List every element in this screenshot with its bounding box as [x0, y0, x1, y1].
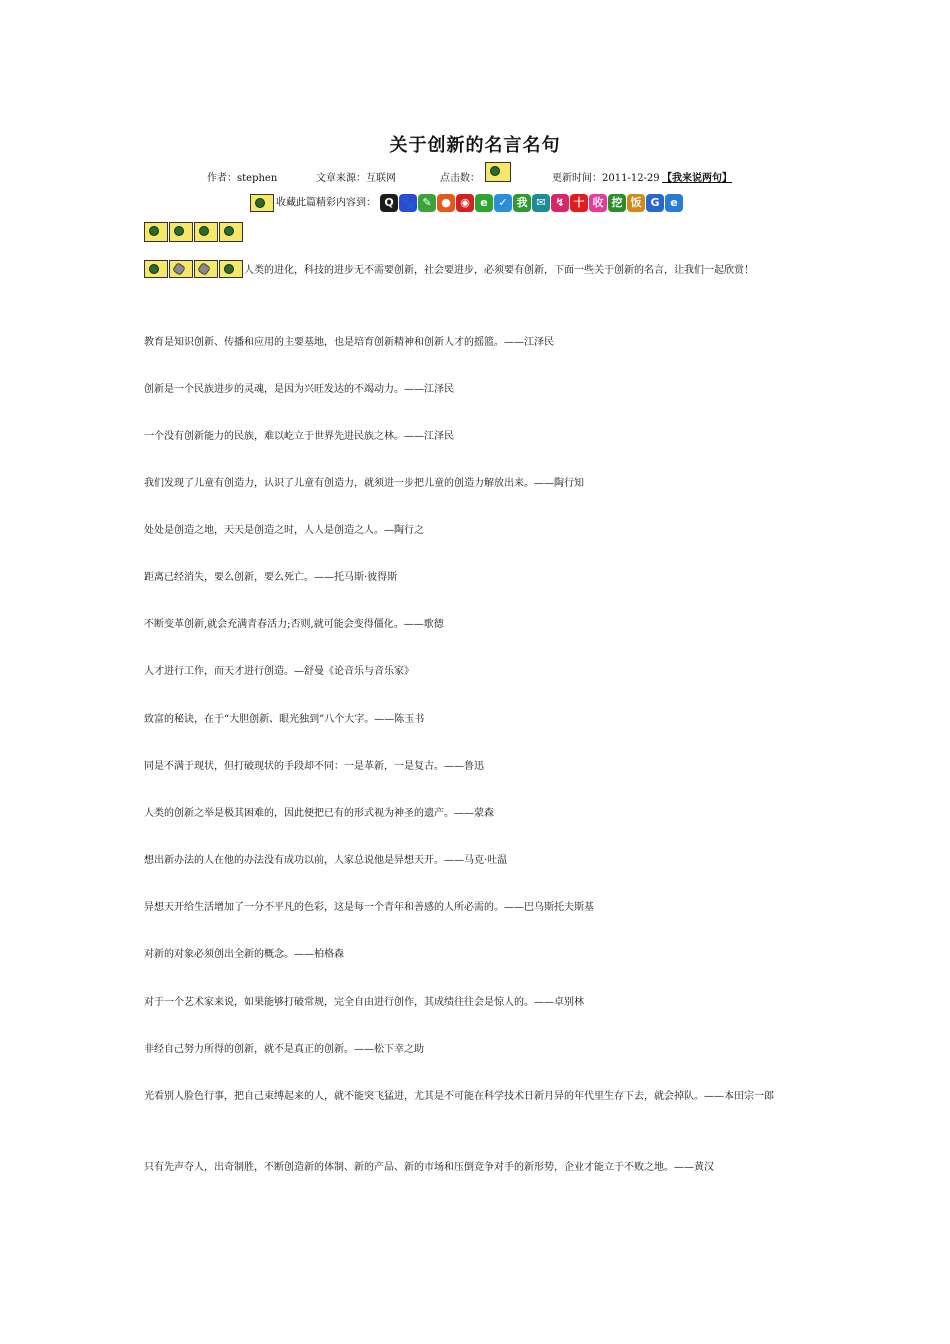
comment-link[interactable]: 【我来说两句】	[662, 173, 732, 184]
quote: 致富的秘诀，在于“大胆创新、眼光独到”八个大字。——陈玉书	[144, 714, 425, 725]
hits-counter-icon	[485, 162, 511, 182]
weibo-icon[interactable]: ◉	[456, 194, 474, 212]
tianxia-icon[interactable]: 十	[570, 194, 588, 212]
icon-row-top	[144, 222, 243, 242]
quote: 同是不满于现状，但打破现状的手段却不同：一是革新，一是复古。——鲁迅	[144, 761, 484, 772]
twist-icon	[194, 260, 218, 278]
quote: 距离已经消失，要么创新，要么死亡。——托马斯·彼得斯	[144, 572, 398, 583]
intro-text: 人类的进化，科技的进步无不需要创新，社会要进步，必须要有创新，下面一些关于创新的名言，让我们一起欣赏！	[244, 265, 754, 276]
arrow-icon	[144, 222, 168, 242]
icon-row-intro	[144, 260, 243, 278]
favorite-row	[250, 192, 684, 212]
quote: 非经自己努力所得的创新，就不是真正的创新。——松下幸之助	[144, 1044, 424, 1055]
arrow-icon	[194, 222, 218, 242]
share-icons	[380, 192, 684, 214]
arrow-icon	[169, 222, 193, 242]
e-icon[interactable]: e	[475, 194, 493, 212]
ie-icon[interactable]: e	[665, 194, 683, 212]
quote: 不断变革创新,就会充满青春活力;否则,就可能会变得僵化。——歌德	[144, 619, 444, 630]
wo-icon[interactable]: 我	[513, 194, 531, 212]
favorite-text: 收藏此篇精彩内容到：	[276, 197, 376, 209]
author: 作者：stephen	[207, 173, 278, 184]
bookmark-icon	[250, 194, 274, 212]
shuqian-icon[interactable]: ✎	[418, 194, 436, 212]
xianguo-icon[interactable]: ✓	[494, 194, 512, 212]
dianping-icon[interactable]: ↯	[551, 194, 569, 212]
quote: 我们发现了儿童有创造力，认识了儿童有创造力，就须进一步把儿童的创造力解放出来。——陶行知	[144, 478, 584, 489]
article-title: 关于创新的名言名句	[389, 135, 561, 156]
quote: 人才进行工作，而天才进行创造。—舒曼《论音乐与音乐家》	[144, 666, 414, 677]
arrow-icon	[219, 260, 243, 278]
quote: 异想天开给生活增加了一分不平凡的色彩，这是每一个青年和善感的人所必需的。——巴乌斯托夫斯基	[144, 902, 594, 913]
quote: 对新的对象必须创出全新的概念。——柏格森	[144, 949, 344, 960]
quote: 创新是一个民族进步的灵魂，是因为兴旺发达的不竭动力。——江泽民	[144, 384, 454, 395]
quote: 只有先声夺人，出奇制胜，不断创造新的体制、新的产品、新的市场和压倒竞争对手的新形势，企业才能立于不败之地。——黄汉	[144, 1162, 714, 1173]
quote: 处处是创造之地，天天是创造之时，人人是创造之人。—陶行之	[144, 525, 424, 536]
shouwang-icon[interactable]: 收	[589, 194, 607, 212]
article-meta	[0, 171, 950, 187]
twist-icon	[169, 260, 193, 278]
arrow-icon	[144, 260, 168, 278]
pingguo-icon[interactable]: ●	[437, 194, 455, 212]
quote: 想出新办法的人在他的办法没有成功以前，人家总说他是异想天开。——马克·吐温	[144, 855, 508, 866]
quote: 人类的创新之举是极其困难的，因此便把已有的形式视为神圣的遗产。——蒙森	[144, 808, 494, 819]
quote: 教育是知识创新、传播和应用的主要基地，也是培育创新精神和创新人才的摇篮。——江泽民	[144, 337, 554, 348]
hits-label: 点击数：	[440, 173, 480, 184]
update-time: 更新时间：2011-12-29	[552, 173, 660, 184]
baidu-icon[interactable]: 🐾	[399, 194, 417, 212]
quote: 一个没有创新能力的民族，难以屹立于世界先进民族之林。——江泽民	[144, 431, 454, 442]
quote: 光看别人脸色行事，把自己束缚起来的人，就不能突飞猛进，尤其是不可能在科学技术日新月异的年代里生存下去，就会掉队。——本田宗一郎	[144, 1091, 774, 1102]
hexun-icon[interactable]: ✉	[532, 194, 550, 212]
intro-paragraph	[144, 259, 804, 282]
google-icon[interactable]: G	[646, 194, 664, 212]
quote: 对于一个艺术家来说，如果能够打破常规，完全自由进行创作，其成绩往往会是惊人的。——卓别林	[144, 997, 584, 1008]
source: 文章来源：互联网	[316, 173, 396, 184]
arrow-icon	[219, 222, 243, 242]
wa-icon[interactable]: 挖	[608, 194, 626, 212]
qq-icon[interactable]: Q	[380, 194, 398, 212]
fan-icon[interactable]: 饭	[627, 194, 645, 212]
